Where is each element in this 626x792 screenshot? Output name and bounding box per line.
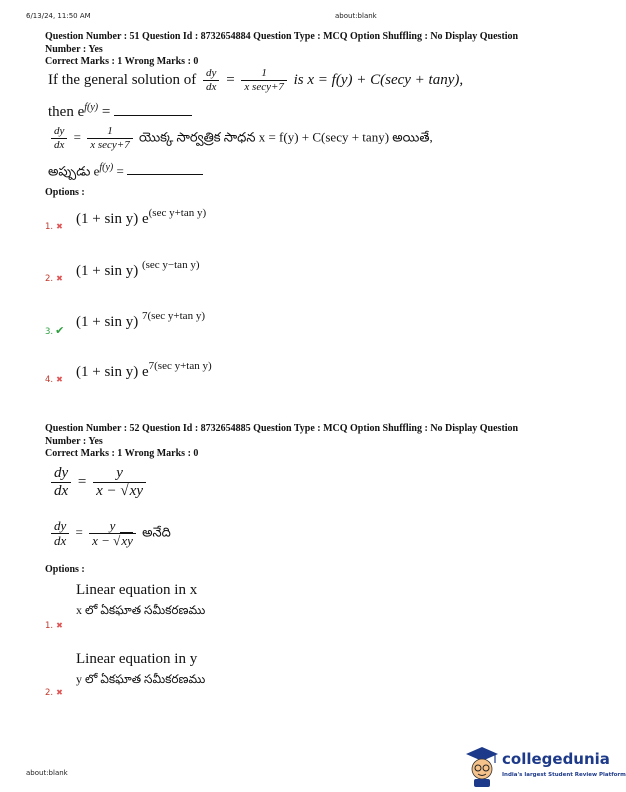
q51-te-dydx-fraction — [51, 126, 67, 151]
q52-te-rhs-fraction — [89, 519, 136, 548]
print-footer-url: about:blank — [26, 769, 68, 777]
q52-te-rhs-num: y — [89, 519, 136, 534]
q52-option-2-number: 2. ✖ — [45, 688, 63, 698]
q51-option-4-exponent: 7(sec y+tan y) — [148, 360, 212, 372]
q52-stem-english — [48, 466, 149, 499]
q51-stem-english — [48, 68, 463, 93]
q51-frac-num: dy — [203, 68, 219, 81]
q52-option-1 — [76, 582, 205, 620]
q51-marks: Correct Marks : 1 Wrong Marks : 0 — [45, 56, 199, 67]
q51-te-then-sup: f(y) — [99, 162, 114, 173]
q52-meta — [45, 423, 585, 461]
q52-meta-line2: Number : Yes — [45, 435, 103, 447]
q51-te-then-line — [48, 162, 203, 182]
q52-rhs-den: x − √xy — [96, 482, 143, 499]
q52-te-eq: = — [75, 524, 83, 540]
q52-frac-num: dy — [51, 466, 71, 483]
q51-option-1: (1 + sin y) $e^{(sec y+tan y)}$ — [76, 207, 207, 227]
q51-en-suffix: is x = f(y) + C(secy + tany), — [293, 71, 464, 88]
q52-te-suffix: అనేది — [142, 524, 171, 540]
correct-check-icon: ✔ — [55, 324, 65, 337]
q51-rhs-fraction — [241, 68, 286, 93]
q52-options-label: Options : — [45, 564, 85, 575]
wrong-mark-icon: ✖ — [56, 621, 63, 630]
q51-meta-line2: Number : Yes — [45, 43, 103, 55]
q51-option-2-number: 2. ✖ — [45, 274, 63, 284]
q51-meta — [45, 31, 585, 69]
q51-option-2: (1 + sin y) $^{(sec y-tan y)}$ — [76, 259, 200, 279]
q52-stem-telugu — [48, 519, 171, 548]
wrong-mark-icon: ✖ — [56, 274, 63, 283]
q52-te-dydx-fraction — [51, 519, 69, 548]
collegedunia-logo — [462, 742, 626, 790]
q51-option-3: (1 + sin y) $^{7(sec y+tan y)}$ — [76, 310, 205, 330]
q52-eq: = — [77, 474, 87, 491]
q51-option-4-number: 4. ✖ — [45, 375, 63, 385]
q51-en-prefix: If the general solution of — [48, 71, 197, 88]
q51-stem-telugu — [48, 126, 433, 151]
q51-meta-line1: Question Number : 51 Question Id : 8732654884 Question Type : MCQ Option Shuffling : No Display Question — [45, 31, 519, 42]
mascot-graduate-icon — [462, 744, 502, 788]
q51-frac-den: dx — [206, 80, 217, 93]
q52-rhs-fraction — [93, 466, 146, 499]
brand-tagline: India's largest Student Review Platform — [502, 772, 626, 778]
q52-option-2 — [76, 651, 205, 689]
q52-sqrt-arg: xy — [129, 482, 143, 499]
q51-options-label: Options : — [45, 187, 85, 198]
q52-option-1-en: Linear equation in x — [76, 582, 198, 598]
q51-te-frac-den: dx — [54, 138, 65, 151]
q51-te-rhs-fraction — [87, 126, 132, 151]
q52-option-2-te: y లో ఏకఘాత సమీకరణము — [76, 672, 206, 686]
q51-then-sup: f(y) — [84, 102, 99, 113]
print-datetime: 6/13/24, 11:50 AM — [26, 12, 91, 20]
q52-option-2-en: Linear equation in y — [76, 651, 198, 667]
q52-te-frac-den: dx — [54, 532, 67, 548]
wrong-mark-icon: ✖ — [56, 688, 63, 697]
q51-te-rhs-num: 1 — [87, 126, 132, 139]
q52-rhs-num: y — [93, 466, 146, 483]
q51-te-suffix: యొక్క సార్వత్రిక సాధన x = f(y) + C(secy + tany) అయితే, — [138, 129, 433, 145]
q51-te-answer-blank — [127, 174, 203, 175]
q51-dydx-fraction — [203, 68, 219, 93]
q52-meta-line1: Question Number : 52 Question Id : 8732654885 Question Type : MCQ Option Shuffling : No Display Question — [45, 423, 519, 434]
q51-answer-blank — [114, 115, 192, 116]
q51-then-eq: = — [101, 104, 111, 120]
q51-option-3-exponent: 7(sec y+tan y) — [141, 310, 205, 322]
q52-marks: Correct Marks : 1 Wrong Marks : 0 — [45, 448, 199, 459]
q52-option-1-te: x లో ఏకఘాత సమీకరణము — [76, 603, 206, 617]
brand-name: collegedunia — [502, 750, 610, 768]
q51-rhs-num: 1 — [241, 68, 286, 81]
q52-te-frac-num: dy — [51, 519, 69, 534]
q52-te-rhs-den: x − √xy — [92, 532, 133, 548]
q51-then-line — [48, 102, 192, 121]
q52-option-1-number: 1. ✖ — [45, 621, 63, 631]
q51-te-then: అప్పుడు e — [48, 163, 100, 179]
q51-then: then e — [48, 104, 85, 120]
q51-te-eq: = — [73, 129, 81, 145]
q51-rhs-den: x secy+7 — [244, 80, 284, 93]
q51-option-2-exponent: (sec y−tan y) — [141, 259, 200, 271]
q51-option-3-number: 3. ✔ — [45, 324, 65, 337]
q52-dydx-fraction — [51, 466, 71, 499]
q51-option-1-exponent: (sec y+tan y) — [148, 207, 207, 219]
q51-option-1-number: 1. ✖ — [45, 222, 63, 232]
print-page-title: about:blank — [335, 12, 377, 20]
q52-frac-den: dx — [54, 482, 69, 499]
wrong-mark-icon: ✖ — [56, 375, 63, 384]
q51-eq: = — [226, 71, 235, 88]
q51-te-rhs-den: x secy+7 — [90, 138, 130, 151]
wrong-mark-icon: ✖ — [56, 222, 63, 231]
q51-option-4: (1 + sin y) $e^{7(sec y+tan y)}$ — [76, 360, 212, 380]
q51-te-then-eq: = — [116, 163, 124, 179]
q51-te-frac-num: dy — [51, 126, 67, 139]
